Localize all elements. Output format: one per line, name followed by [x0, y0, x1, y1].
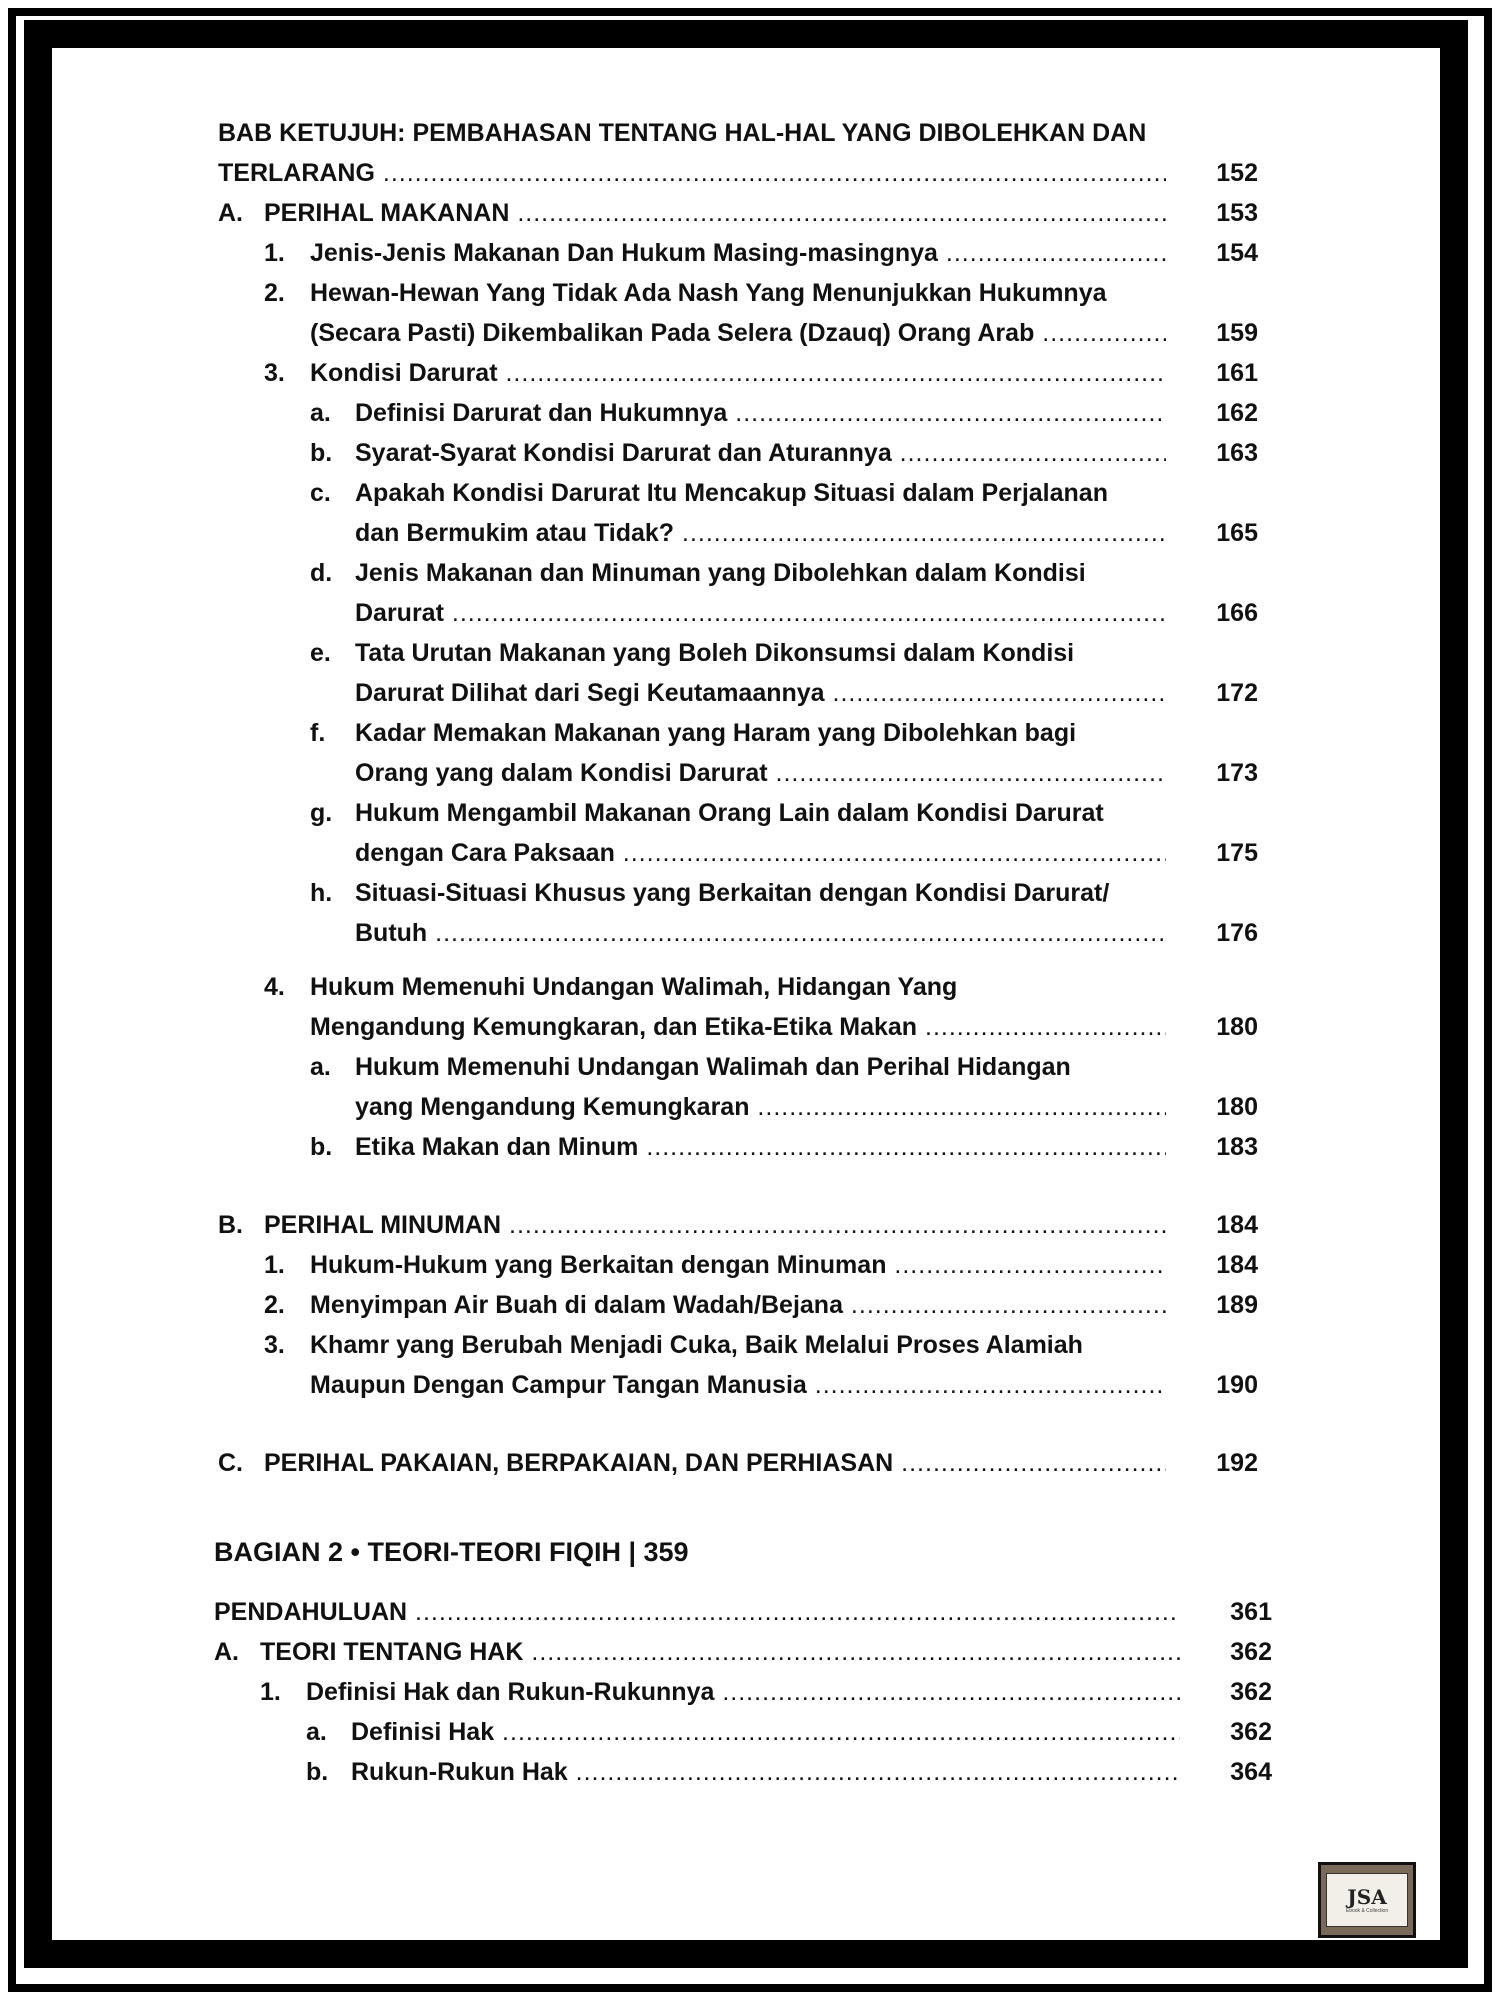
- sub3-g-label-line1: Hukum Mengambil Makanan Orang Lain dalam Kondisi Darurat: [355, 799, 1104, 827]
- spacer: [218, 1167, 1278, 1205]
- toc-a-item-2-line2: [218, 313, 1278, 353]
- sub3-a-num: a.: [310, 399, 331, 427]
- toc-a-item-1: [218, 233, 1278, 273]
- a-item-4-num: 4.: [264, 973, 285, 1001]
- a-item-4-label-line1: Hukum Memenuhi Undangan Walimah, Hidangan Yang: [310, 973, 958, 1001]
- toc-b-item-2: [218, 1285, 1278, 1325]
- a-item-3-page: 161: [1216, 359, 1258, 387]
- part2-item-1-label: Definisi Hak dan Rukun-Rukunnya .....: [306, 1672, 1180, 1712]
- part2-sub-b-page: 364: [1230, 1758, 1272, 1786]
- sub3-h-label-line2: Butuh .....: [355, 913, 1166, 953]
- toc-sub3-e-line1: [218, 633, 1278, 673]
- section-b-num: B.: [218, 1211, 243, 1239]
- toc-part2-sub-b: [214, 1752, 1274, 1792]
- sub3-g-label-line2: dengan Cara Paksaan .....: [355, 833, 1166, 873]
- sub4-a-label-line2: yang Mengandung Kemungkaran .....: [355, 1087, 1166, 1127]
- part2-item-1-num: 1.: [260, 1678, 281, 1706]
- toc-section-c: [218, 1443, 1278, 1483]
- a-item-1-label: Jenis-Jenis Makanan Dan Hukum Masing-masingnya .....: [310, 233, 1166, 273]
- toc-b-item-3-line2: [218, 1365, 1278, 1405]
- sub3-a-label: Definisi Darurat dan Hukumnya .....: [355, 393, 1166, 433]
- b-item-3-label-line1: Khamr yang Berubah Menjadi Cuka, Baik Melalui Proses Alamiah: [310, 1331, 1083, 1359]
- a-item-1-page: 154: [1216, 239, 1258, 267]
- toc-sub3-f-line2: [218, 753, 1278, 793]
- toc-sub4-a-line2: [218, 1087, 1278, 1127]
- sub3-d-page: 166: [1216, 599, 1258, 627]
- toc-part2-section-a: [214, 1632, 1274, 1672]
- sub3-c-page: 165: [1216, 519, 1258, 547]
- sub3-b-page: 163: [1216, 439, 1258, 467]
- a-item-2-page: 159: [1216, 319, 1258, 347]
- toc-sub3-c-line1: [218, 473, 1278, 513]
- sub4-a-num: a.: [310, 1053, 331, 1081]
- b-item-1-num: 1.: [264, 1251, 285, 1279]
- toc-part2-intro: [214, 1592, 1274, 1632]
- sub3-b-num: b.: [310, 439, 333, 467]
- logo-text: JSA: [1347, 1885, 1387, 1909]
- sub3-g-page: 175: [1216, 839, 1258, 867]
- sub3-d-num: d.: [310, 559, 333, 587]
- toc-chapter-title-cont: [218, 153, 1278, 193]
- toc-sub3-d-line2: [218, 593, 1278, 633]
- toc-sub3-g-line1: [218, 793, 1278, 833]
- toc-section-b: [218, 1205, 1278, 1245]
- part2-section-a-num: A.: [214, 1638, 239, 1666]
- toc-sub3-e-line2: [218, 673, 1278, 713]
- toc-sub4-b: [218, 1127, 1278, 1167]
- section-c-page: 192: [1216, 1449, 1258, 1477]
- sub3-e-label-line1: Tata Urutan Makanan yang Boleh Dikonsumsi dalam Kondisi: [355, 639, 1075, 667]
- section-a-label: PERIHAL MAKANAN .....: [264, 193, 1166, 233]
- sub3-e-page: 172: [1216, 679, 1258, 707]
- sub3-h-label-line1: Situasi-Situasi Khusus yang Berkaitan dengan Kondisi Darurat/: [355, 879, 1110, 907]
- toc-a-item-3: [218, 353, 1278, 393]
- a-item-4-label-line2: Mengandung Kemungkaran, dan Etika-Etika Makan .....: [310, 1007, 1166, 1047]
- chapter-title-line2: TERLARANG .....: [218, 153, 1166, 193]
- toc-b-item-1: [218, 1245, 1278, 1285]
- toc-section-a: [218, 193, 1278, 233]
- sub3-f-label-line2: Orang yang dalam Kondisi Darurat .....: [355, 753, 1166, 793]
- a-item-2-label-line1: Hewan-Hewan Yang Tidak Ada Nash Yang Menunjukkan Hukumnya: [310, 279, 1107, 307]
- toc-sub3-h-line1: [218, 873, 1278, 913]
- part2-section-a-page: 362: [1230, 1638, 1272, 1666]
- part2-sub-b-label: Rukun-Rukun Hak .....: [351, 1752, 1180, 1792]
- b-item-2-page: 189: [1216, 1291, 1258, 1319]
- sub3-g-num: g.: [310, 799, 333, 827]
- logo-plate: [1326, 1873, 1408, 1927]
- sub3-h-num: h.: [310, 879, 333, 907]
- b-item-1-page: 184: [1216, 1251, 1258, 1279]
- toc-sub4-a-line1: [218, 1047, 1278, 1087]
- a-item-2-num: 2.: [264, 279, 285, 307]
- b-item-1-label: Hukum-Hukum yang Berkaitan dengan Minuman .....: [310, 1245, 1166, 1285]
- sub3-c-num: c.: [310, 479, 331, 507]
- sub3-a-page: 162: [1216, 399, 1258, 427]
- spacer: [218, 953, 1278, 967]
- a-item-4-page: 180: [1216, 1013, 1258, 1041]
- sub4-a-label-line1: Hukum Memenuhi Undangan Walimah dan Perihal Hidangan: [355, 1053, 1071, 1081]
- b-item-2-num: 2.: [264, 1291, 285, 1319]
- part2-sub-a-page: 362: [1230, 1718, 1272, 1746]
- a-item-2-label-line2: (Secara Pasti) Dikembalikan Pada Selera (Dzauq) Orang Arab .....: [310, 313, 1166, 353]
- sub4-b-num: b.: [310, 1133, 333, 1161]
- sub3-e-label-line2: Darurat Dilihat dari Segi Keutamaannya .....: [355, 673, 1166, 713]
- section-b-page: 184: [1216, 1211, 1258, 1239]
- chapter-page: 152: [1216, 159, 1258, 187]
- sub3-b-label: Syarat-Syarat Kondisi Darurat dan Aturannya .....: [355, 433, 1166, 473]
- sub4-b-label: Etika Makan dan Minum .....: [355, 1127, 1166, 1167]
- part2-sub-a-label: Definisi Hak .....: [351, 1712, 1180, 1752]
- section-c-label: PERIHAL PAKAIAN, BERPAKAIAN, DAN PERHIASAN .....: [264, 1443, 1166, 1483]
- section-a-page: 153: [1216, 199, 1258, 227]
- toc-sub3-b: [218, 433, 1278, 473]
- toc-sub3-a: [218, 393, 1278, 433]
- b-item-2-label: Menyimpan Air Buah di dalam Wadah/Bejana .....: [310, 1285, 1166, 1325]
- jsa-logo: [1318, 1862, 1416, 1938]
- sub4-b-page: 183: [1216, 1133, 1258, 1161]
- spacer: [218, 1405, 1278, 1443]
- a-item-3-label: Kondisi Darurat .....: [310, 353, 1166, 393]
- sub3-e-num: e.: [310, 639, 331, 667]
- toc-a-item-4-line2: [218, 1007, 1278, 1047]
- toc-sub3-f-line1: [218, 713, 1278, 753]
- sub3-d-label-line1: Jenis Makanan dan Minuman yang Dibolehkan dalam Kondisi: [355, 559, 1086, 587]
- part2-item-1-page: 362: [1230, 1678, 1272, 1706]
- sub3-f-label-line1: Kadar Memakan Makanan yang Haram yang Dibolehkan bagi: [355, 719, 1077, 747]
- b-item-3-label-line2: Maupun Dengan Campur Tangan Manusia .....: [310, 1365, 1166, 1405]
- toc-part2-sub-a: [214, 1712, 1274, 1752]
- a-item-3-num: 3.: [264, 359, 285, 387]
- toc-b-item-3-line1: [218, 1325, 1278, 1365]
- toc-part2: [214, 1532, 1274, 1792]
- b-item-3-page: 190: [1216, 1371, 1258, 1399]
- sub3-d-label-line2: Darurat .....: [355, 593, 1166, 633]
- part2-sub-a-num: a.: [306, 1718, 327, 1746]
- toc-sub3-h-line2: [218, 913, 1278, 953]
- sub3-c-label-line2: dan Bermukim atau Tidak? .....: [355, 513, 1166, 553]
- chapter-title-line1: BAB KETUJUH: PEMBAHASAN TENTANG HAL-HAL YANG DIBOLEHKAN DAN: [218, 119, 1147, 147]
- b-item-3-num: 3.: [264, 1331, 285, 1359]
- logo-subtext: Ebook & Collection: [1345, 1908, 1389, 1914]
- sub3-c-label-line1: Apakah Kondisi Darurat Itu Mencakup Situasi dalam Perjalanan: [355, 479, 1108, 507]
- toc-part2-item-1: [214, 1672, 1274, 1712]
- toc-sub3-d-line1: [218, 553, 1278, 593]
- part2-intro-page: 361: [1230, 1598, 1272, 1626]
- section-c-num: C.: [218, 1449, 243, 1477]
- part2-heading: BAGIAN 2 • TEORI-TEORI FIQIH | 359: [214, 1537, 689, 1567]
- sub4-a-page: 180: [1216, 1093, 1258, 1121]
- a-item-1-num: 1.: [264, 239, 285, 267]
- section-a-num: A.: [218, 199, 243, 227]
- toc-a-item-2-line1: [218, 273, 1278, 313]
- part2-section-a-label: TEORI TENTANG HAK .....: [260, 1632, 1180, 1672]
- sub3-f-page: 173: [1216, 759, 1258, 787]
- toc-chapter-title: [218, 113, 1278, 153]
- toc-sub3-c-line2: [218, 513, 1278, 553]
- part2-sub-b-num: b.: [306, 1758, 329, 1786]
- toc-sub3-g-line2: [218, 833, 1278, 873]
- toc-part1: [218, 113, 1278, 1483]
- part2-intro-label: PENDAHULUAN .....: [214, 1592, 1180, 1632]
- toc-a-item-4-line1: [218, 967, 1278, 1007]
- sub3-f-num: f.: [310, 719, 326, 747]
- sub3-h-page: 176: [1216, 919, 1258, 947]
- section-b-label: PERIHAL MINUMAN .....: [264, 1205, 1166, 1245]
